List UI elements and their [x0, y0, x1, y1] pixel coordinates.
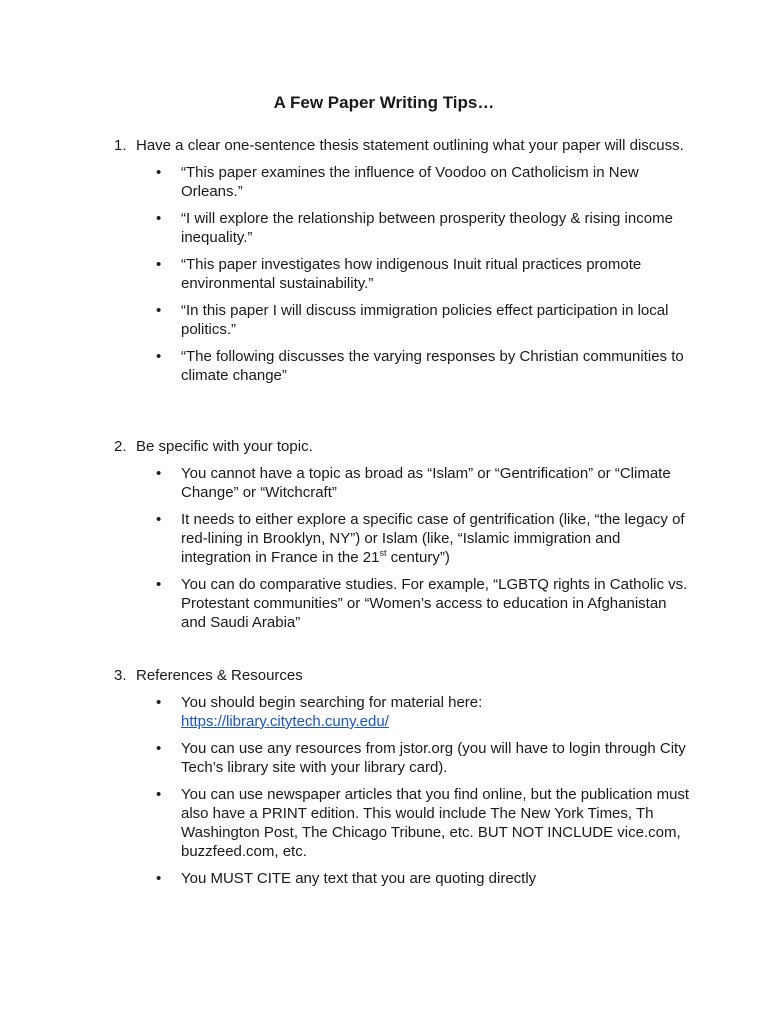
bullet-icon: • [156, 164, 162, 181]
bullet-icon: • [156, 302, 162, 319]
list-item: • You can use newspaper articles that you find online, but the publication must also have a PRINT edition. This would include The New York Times, Th Washington Post, The Chicago Tribune, etc. BUT NOT INCLUDE vice.com, buzzfeed.com, etc. [156, 786, 690, 860]
list-item: • You can do comparative studies. For example, “LGBTQ rights in Catholic vs. Protestant communities” or “Women’s access to education in Afghanistan and Saudi Arabia” [156, 576, 688, 631]
list-item: • “The following discusses the varying responses by Christian communities to climate change” [156, 348, 684, 384]
section-number: 1. [114, 137, 127, 154]
bullet-icon: • [156, 210, 162, 227]
section-thesis [110, 136, 690, 385]
bullet-icon: • [156, 740, 162, 757]
list-item: • “I will explore the relationship between prosperity theology & rising income inequality.” [156, 210, 673, 246]
section-number: 3. [114, 667, 127, 684]
superscript: st [379, 548, 387, 558]
bullet-icon: • [156, 348, 162, 365]
bullet-icon: • [156, 511, 162, 528]
library-link[interactable]: https://library.citytech.cuny.edu/ [181, 713, 389, 730]
bullet-icon: • [156, 870, 162, 887]
section-heading-text: Have a clear one-sentence thesis statement outlining what your paper will discuss. [136, 137, 684, 154]
section-references [110, 666, 690, 888]
bullet-list [110, 464, 690, 632]
list-item: • “This paper investigates how indigenous Inuit ritual practices promote environmental sustainability.” [156, 256, 642, 292]
section-heading-text: References & Resources [136, 667, 303, 684]
list-item: • You cannot have a topic as broad as “Islam” or “Gentrification” or “Climate Change” or “Witchcraft” [156, 465, 671, 501]
list-item: • You MUST CITE any text that you are quoting directly [156, 870, 537, 887]
section-heading [110, 437, 690, 456]
bullet-icon: • [156, 465, 162, 482]
list-item: • “In this paper I will discuss immigration policies effect participation in local politics.” [156, 302, 669, 338]
section-heading [110, 136, 690, 155]
section-heading [110, 666, 690, 685]
list-item: • You should begin searching for material here: https://library.citytech.cuny.edu/ [156, 694, 483, 730]
bullet-icon: • [156, 256, 162, 273]
list-item: • “This paper examines the influence of Voodoo on Catholicism in New Orleans.” [156, 164, 639, 200]
bullet-list [110, 163, 690, 385]
bullet-icon: • [156, 576, 162, 593]
bullet-icon: • [156, 786, 162, 803]
section-number: 2. [114, 438, 127, 455]
page-title: A Few Paper Writing Tips… [273, 93, 495, 112]
section-topic [110, 437, 690, 632]
section-heading-text: Be specific with your topic. [136, 438, 313, 455]
list-item: • You can use any resources from jstor.org (you will have to login through City Tech’s library site with your library card). [156, 740, 686, 776]
bullet-list [110, 693, 690, 888]
bullet-icon: • [156, 694, 162, 711]
list-item: • It needs to either explore a specific case of gentrification (like, “the legacy of red-lining in Brooklyn, NY”) or Islam (like, “Islamic immigration and integration in France in the 21st century”) [156, 511, 685, 566]
